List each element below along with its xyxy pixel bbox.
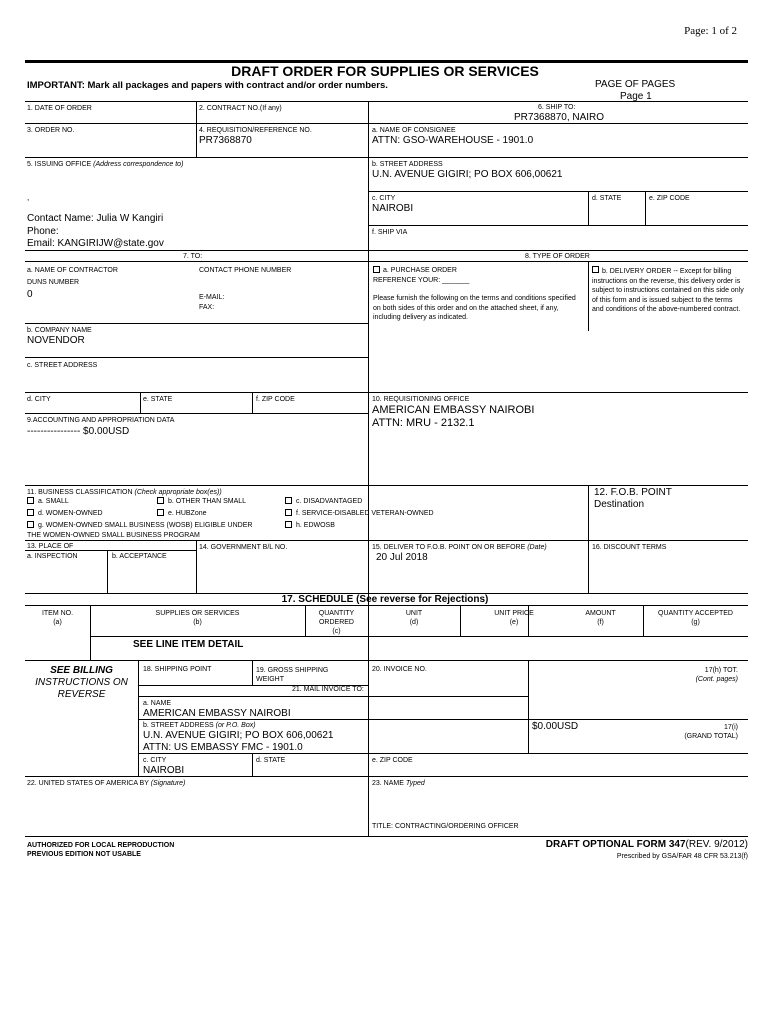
hubzone-checkbox[interactable] — [157, 509, 164, 516]
gov-bl-label: 14. GOVERNMENT B/L NO. — [199, 544, 288, 551]
grand-total-l1: 17(i) — [723, 724, 738, 731]
ship-via-label: f. SHIP VIA — [372, 229, 408, 236]
col-quantity-l2: ORDERED — [318, 619, 354, 626]
rule — [25, 413, 368, 414]
col-amount — [543, 609, 658, 627]
issuing-office-label — [27, 161, 183, 168]
vrule — [196, 101, 197, 123]
mail-city-value: NAIROBI — [143, 765, 185, 776]
grand-total-label — [684, 723, 738, 741]
rule — [368, 191, 748, 192]
street-address-label: b. STREET ADDRESS — [372, 161, 443, 168]
contact-phone: Phone: — [27, 226, 59, 237]
rule — [90, 636, 748, 637]
email-label: E-MAIL: — [199, 294, 225, 301]
street-address-value: U.N. AVENUE GIGIRI; PO BOX 606,00621 — [372, 169, 563, 180]
footer-prescribed: Prescribed by GSA/FAR 48 CFR 53.213(f) — [616, 853, 748, 860]
business-class-label — [27, 489, 222, 496]
requisitioning-office-value2: ATTN: MRU - 2132.1 — [372, 417, 475, 429]
schedule-title: 17. SCHEDULE (See reverse for Rejections) — [281, 594, 489, 605]
billing-note-l3: REVERSE — [57, 689, 106, 700]
tot-cont-l1: 17(h) TOT. — [704, 667, 738, 674]
signature-label — [27, 780, 185, 787]
discount-terms-label: 16. DISCOUNT TERMS — [592, 544, 667, 551]
rule — [25, 357, 368, 358]
col-supplies-l1: SUPPLIES OR SERVICES — [155, 610, 240, 617]
col-supplies — [90, 609, 305, 627]
deliver-by-value: 20 Jul 2018 — [376, 552, 428, 563]
rule — [25, 250, 748, 251]
other-than-small-label: b. OTHER THAN SMALL — [168, 498, 247, 505]
contact-email: Email: KANGIRIJW@state.gov — [27, 238, 164, 249]
deliver-by-label-italic: (Date) — [527, 544, 547, 551]
page-of-pages-label: PAGE OF PAGES — [595, 79, 676, 90]
form-title — [0, 64, 770, 78]
acceptance-label: b. ACCEPTANCE — [112, 553, 167, 560]
city-label: c. CITY — [372, 195, 396, 202]
rule — [138, 719, 748, 720]
gross-weight-l2: WEIGHT — [256, 676, 284, 683]
col-unit-price-l2: (e) — [509, 619, 519, 626]
contractor-zip-label: f. ZIP CODE — [256, 396, 295, 403]
edwosb-checkbox[interactable] — [285, 521, 292, 528]
issuing-office-label-text: 5. ISSUING OFFICE — [27, 161, 92, 168]
mail-zip-label: e. ZIP CODE — [372, 757, 413, 764]
purchase-order-text: Please furnish the following on the terms and conditions specified on both sides of this order and on the attached sheet, if any, including delivery as indicated. — [373, 295, 576, 321]
name-typed-label-italic: Typed — [405, 780, 425, 787]
consignee-label: a. NAME OF CONSIGNEE — [372, 127, 456, 134]
billing-note-l1: SEE BILLING — [50, 665, 113, 676]
rule — [25, 540, 748, 541]
place-of-label: 13. PLACE OF — [27, 543, 74, 550]
deliver-by-label-text: 15. DELIVER TO F.O.B. POINT ON OR BEFORE — [372, 544, 526, 551]
wosb-program-label: THE WOMEN-OWNED SMALL BUSINESS PROGRAM — [27, 532, 200, 539]
requisitioning-office-value1: AMERICAN EMBASSY NAIROBI — [372, 404, 535, 416]
rule — [25, 550, 196, 551]
contractor-name-label: a. NAME OF CONTRACTOR — [27, 267, 118, 274]
mail-street-value2: ATTN: US EMBASSY FMC - 1901.0 — [143, 742, 303, 753]
tot-cont-l2: (Cont. pages) — [695, 676, 738, 683]
footer-left1: AUTHORIZED FOR LOCAL REPRODUCTION — [27, 842, 175, 849]
contact-phone-label: CONTACT PHONE NUMBER — [199, 267, 292, 274]
col-amount-l2: (f) — [597, 619, 604, 626]
mail-street-label — [143, 722, 256, 729]
col-item-no-l1: ITEM NO. — [41, 610, 74, 617]
vrule — [528, 660, 529, 753]
footer-left2: PREVIOUS EDITION NOT USABLE — [27, 851, 141, 858]
col-amount-l1: AMOUNT — [585, 610, 616, 617]
fob-point-value: Destination — [594, 499, 645, 510]
ship-to-label: 6. SHIP TO: — [538, 104, 576, 111]
gross-weight-label — [256, 666, 328, 684]
vrule — [252, 660, 253, 685]
vrule — [252, 392, 253, 413]
rule — [25, 323, 368, 324]
duns-label: DUNS NUMBER — [27, 279, 80, 286]
mail-street-label-italic: (or P.O. Box) — [215, 722, 256, 729]
vrule — [588, 485, 589, 593]
consignee-value: ATTN: GSO-WAREHOUSE - 1901.0 — [372, 135, 534, 146]
duns-value: 0 — [27, 289, 33, 300]
signature-label-italic: (Signature) — [150, 780, 186, 787]
invoice-no-label: 20. INVOICE NO. — [372, 666, 427, 673]
vrule — [140, 392, 141, 413]
issuing-office-comma: , — [27, 193, 30, 202]
delivery-order-text: b. DELIVERY ORDER -- Except for billing instructions on the reverse, this delivery order is subject to instructions contained on this side only of this form and is issued subject to the terms and conditions of the above-numbered contract. — [592, 268, 744, 313]
order-no-label: 3. ORDER NO. — [27, 127, 75, 134]
rule — [25, 836, 748, 837]
wosb-checkbox[interactable] — [27, 521, 34, 528]
mail-invoice-label: 21. MAIL INVOICE TO: — [292, 686, 364, 693]
rule — [138, 753, 748, 754]
vrule — [138, 660, 139, 776]
col-unit-l2: (d) — [409, 619, 419, 626]
mail-name-value: AMERICAN EMBASSY NAIROBI — [143, 708, 291, 719]
mail-street-value1: U.N. AVENUE GIGIRI; PO BOX 606,00621 — [143, 730, 334, 741]
mail-city-label: c. CITY — [143, 757, 167, 764]
rule — [25, 776, 748, 777]
officer-title: TITLE: CONTRACTING/ORDERING OFFICER — [372, 823, 519, 830]
col-quantity-l1: QUANTITY — [318, 610, 355, 617]
reference-label: REFERENCE YOUR: _______ — [373, 277, 470, 284]
small-label: a. SMALL — [38, 498, 69, 505]
business-class-label-italic: (Check appropriate box(es)) — [134, 489, 222, 496]
name-typed-label — [372, 780, 425, 787]
grand-total-value: $0.00USD — [532, 721, 579, 732]
col-qty-accepted — [643, 609, 748, 627]
ship-to-value: PR7368870, NAIRO — [514, 112, 605, 123]
rule — [138, 696, 528, 697]
issuing-office-label-italic: (Address correspondence to) — [93, 161, 184, 168]
contractor-street-label: c. STREET ADDRESS — [27, 362, 98, 369]
mail-name-label: a. NAME — [143, 700, 172, 707]
business-class-label-text: 11. BUSINESS CLASSIFICATION — [27, 489, 133, 496]
rule — [25, 392, 748, 393]
col-supplies-l2: (b) — [193, 619, 202, 626]
name-typed-label-text: 23. NAME — [372, 780, 404, 787]
type-of-order-label: 8. TYPE OF ORDER — [525, 253, 590, 260]
state-label: d. STATE — [592, 195, 622, 202]
col-qty-accepted-l2: (g) — [691, 619, 700, 626]
fax-label: FAX: — [199, 304, 215, 311]
company-name-label: b. COMPANY NAME — [27, 327, 92, 334]
women-owned-checkbox[interactable] — [27, 509, 34, 516]
vrule — [645, 191, 646, 225]
disadvantaged-label: c. DISADVANTAGED — [296, 498, 363, 505]
edwosb-label: h. EDWOSB — [296, 522, 335, 529]
vrule — [368, 101, 369, 836]
col-item-no — [25, 609, 90, 627]
vrule — [588, 191, 589, 225]
footer-form — [546, 840, 748, 850]
disadvantaged-checkbox[interactable] — [285, 497, 292, 504]
fob-point-label: 12. F.O.B. POINT — [594, 487, 672, 498]
contact-name: Contact Name: Julia W Kangiri — [27, 213, 164, 224]
vrule — [107, 550, 108, 593]
company-name-value: NOVENDOR — [27, 335, 85, 346]
requisition-no-label: 4. REQUISITION/REFERENCE NO. — [199, 127, 312, 134]
col-item-no-l2: (a) — [53, 619, 62, 626]
page-of-pages-value: Page 1 — [620, 91, 652, 102]
requisition-no-value: PR7368870 — [199, 135, 252, 146]
signature-label-text: 22. UNITED STATES OF AMERICA BY — [27, 780, 149, 787]
grand-total-l2: (GRAND TOTAL) — [684, 733, 738, 740]
women-owned-label: d. WOMEN-OWNED — [38, 510, 103, 517]
page-label: Page: 1 of 2 — [684, 25, 737, 37]
mail-state-label: d. STATE — [256, 757, 286, 764]
gross-weight-l1: 19. GROSS SHIPPING — [256, 667, 329, 674]
col-unit — [368, 609, 460, 627]
sdvo-checkbox[interactable] — [285, 509, 292, 516]
footer-form-name: DRAFT OPTIONAL FORM 347 — [545, 839, 686, 850]
footer-form-rev: (REV. 9/2012) — [685, 839, 748, 850]
other-than-small-checkbox[interactable] — [157, 497, 164, 504]
city-value: NAIROBI — [372, 203, 414, 214]
small-checkbox[interactable] — [27, 497, 34, 504]
wosb-label: g. WOMEN-OWNED SMALL BUSINESS (WOSB) ELIGIBLE UNDER — [38, 522, 253, 529]
inspection-label: a. INSPECTION — [27, 553, 78, 560]
to-label: 7. TO: — [183, 253, 203, 260]
tot-cont-label — [696, 666, 738, 684]
purchase-order-checkbox[interactable] — [373, 266, 380, 273]
date-of-order-label: 1. DATE OF ORDER — [27, 105, 92, 112]
vrule — [196, 540, 197, 593]
accounting-label: 9.ACCOUNTING AND APPROPRIATION DATA — [27, 417, 175, 424]
vrule — [252, 753, 253, 776]
col-unit-price-l1: UNIT PRICE — [494, 610, 534, 617]
sdvo-label: f. SERVICE-DISABLED VETERAN-OWNED — [296, 510, 434, 517]
contractor-state-label: e. STATE — [143, 396, 173, 403]
form-title-text: DRAFT ORDER FOR SUPPLIES OR SERVICES — [231, 63, 539, 79]
rule — [368, 225, 748, 226]
contractor-city-label: d. CITY — [27, 396, 51, 403]
rule — [25, 261, 748, 262]
col-quantity — [305, 609, 368, 636]
accounting-value: ---------------- $0.00USD — [27, 426, 130, 437]
billing-note-l2: INSTRUCTIONS ON — [35, 677, 128, 688]
rule — [25, 605, 748, 606]
col-quantity-l3: (c) — [332, 628, 341, 635]
schedule-title-wrap — [0, 595, 770, 605]
line-item-detail: SEE LINE ITEM DETAIL — [133, 639, 244, 650]
deliver-by-label — [372, 544, 547, 551]
vrule — [588, 261, 589, 331]
billing-note — [25, 665, 138, 701]
requisitioning-office-label: 10. REQUISITIONING OFFICE — [372, 396, 470, 403]
shipping-point-label: 18. SHIPPING POINT — [143, 666, 212, 673]
col-unit-l1: UNIT — [405, 610, 423, 617]
rule — [25, 157, 748, 158]
vrule — [196, 123, 197, 157]
rule — [25, 660, 748, 661]
hubzone-label: e. HUBZone — [168, 510, 207, 517]
contract-no-label: 2. CONTRACT NO.(If any) — [199, 105, 282, 112]
important-note: IMPORTANT: Mark all packages and papers with contract and/or order numbers. — [27, 80, 388, 91]
zip-label: e. ZIP CODE — [649, 195, 690, 202]
rule — [25, 123, 748, 124]
rule — [25, 485, 748, 486]
purchase-order-label: a. PURCHASE ORDER — [383, 267, 457, 274]
mail-street-label-text: b. STREET ADDRESS — [143, 722, 214, 729]
col-qty-accepted-l1: QUANTITY ACCEPTED — [658, 610, 733, 617]
